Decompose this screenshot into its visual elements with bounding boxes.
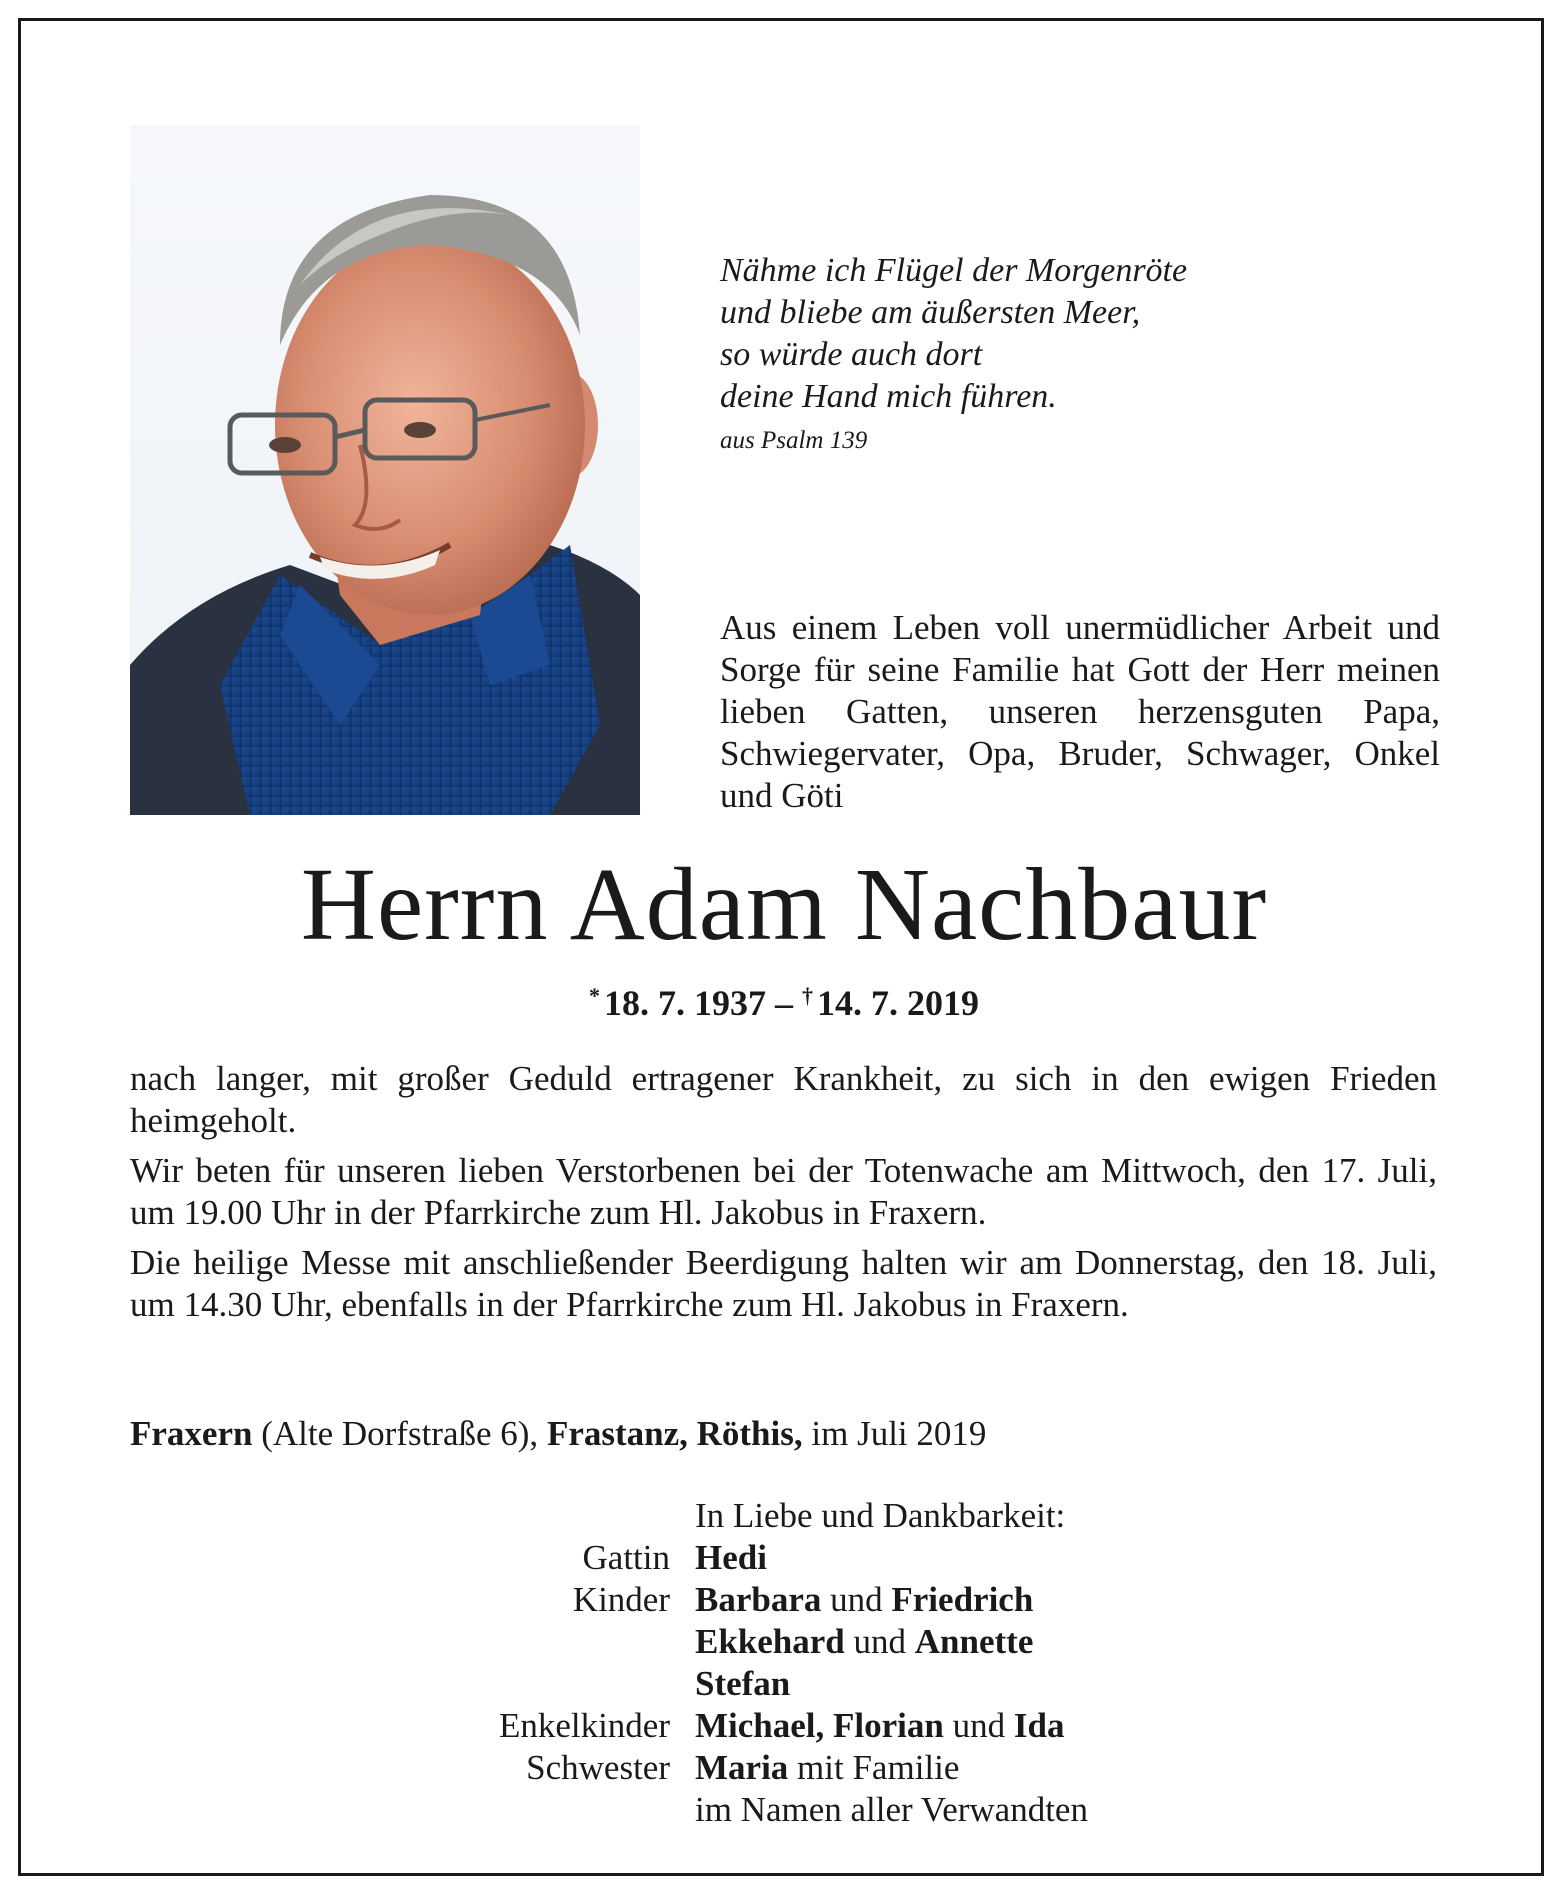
psalm-source: aus Psalm 139 xyxy=(720,427,868,454)
place-town: Fraxern xyxy=(130,1414,253,1453)
children-line xyxy=(695,1621,1033,1663)
death-date: 14. 7. 2019 xyxy=(817,983,979,1023)
psalm-line: Nähme ich Flügel der Morgenröte xyxy=(720,252,1188,289)
role-children: Kinder xyxy=(572,1580,670,1619)
place-towns: Frastanz, Röthis, xyxy=(546,1414,803,1453)
child-name: Stefan xyxy=(695,1664,791,1703)
grandchild-names: Michael, Florian xyxy=(695,1706,944,1745)
birth-symbol: * xyxy=(589,983,600,1008)
conjunction: und xyxy=(952,1706,1006,1745)
sister-suffix: mit Familie xyxy=(797,1748,960,1787)
conjunction: und xyxy=(853,1622,907,1661)
role-grandchildren: Enkelkinder xyxy=(498,1706,670,1745)
psalm-line: so würde auch dort xyxy=(720,336,983,373)
child-name: Ekkehard xyxy=(695,1622,845,1661)
child-name: Annette xyxy=(914,1622,1034,1661)
notice-body xyxy=(130,1058,1437,1334)
psalm-line: und bliebe am äußersten Meer, xyxy=(720,294,1141,331)
psalm-line: deine Hand mich führen. xyxy=(720,378,1057,415)
child-name: Barbara xyxy=(695,1580,822,1619)
place-address: (Alte Dorfstraße 6), xyxy=(261,1414,539,1453)
conjunction: und xyxy=(830,1580,883,1619)
death-symbol: † xyxy=(802,983,813,1008)
paragraph: nach langer, mit großer Geduld ertragener Krankheit, zu sich in den ewigen Frieden heimgeholt. xyxy=(130,1059,1437,1140)
intro-text: Aus einem Leben voll unermüdlicher Arbeit und Sorge für seine Familie hat Gott der Herr meinen lieben Gatten, unseren herzensguten Papa, Schwiegervater, Opa, Bruder, Schwager, Onkel und Göti xyxy=(720,608,1440,815)
grandchildren-line xyxy=(695,1705,1064,1747)
child-name: Friedrich xyxy=(891,1580,1034,1619)
place-date: im Juli 2019 xyxy=(811,1414,987,1453)
closing-line: im Namen aller Verwandten xyxy=(695,1790,1088,1829)
role-sister: Schwester xyxy=(526,1748,670,1787)
sister-name: Maria xyxy=(695,1748,789,1787)
grandchild-name: Ida xyxy=(1013,1706,1065,1745)
paragraph: Wir beten für unseren lieben Verstorbenen bei der Totenwache am Mittwoch, den 17. Juli, um 19.00 Uhr in der Pfarrkirche zum Hl. Jakobus in Fraxern. xyxy=(130,1151,1437,1232)
signatures-heading: In Liebe und Dankbarkeit: xyxy=(695,1496,1066,1535)
birth-date: 18. 7. 1937 xyxy=(604,983,766,1023)
signatures xyxy=(130,1495,1430,1831)
date-separator: – xyxy=(775,983,793,1023)
psalm-quote xyxy=(720,250,1187,460)
children-line xyxy=(695,1579,1033,1621)
deceased-name: Herrn Adam Nachbaur xyxy=(300,847,1268,962)
life-dates xyxy=(0,973,1568,1026)
spouse-name: Hedi xyxy=(695,1538,767,1577)
portrait-photo xyxy=(130,125,640,815)
role-spouse: Gattin xyxy=(582,1538,670,1577)
place-date-line xyxy=(130,1412,986,1456)
sister-line xyxy=(695,1747,959,1789)
paragraph: Die heilige Messe mit anschließender Beerdigung halten wir am Donnerstag, den 18. Juli, um 14.30 Uhr, ebenfalls in der Pfarrkirche zum Hl. Jakobus in Fraxern. xyxy=(130,1243,1437,1324)
